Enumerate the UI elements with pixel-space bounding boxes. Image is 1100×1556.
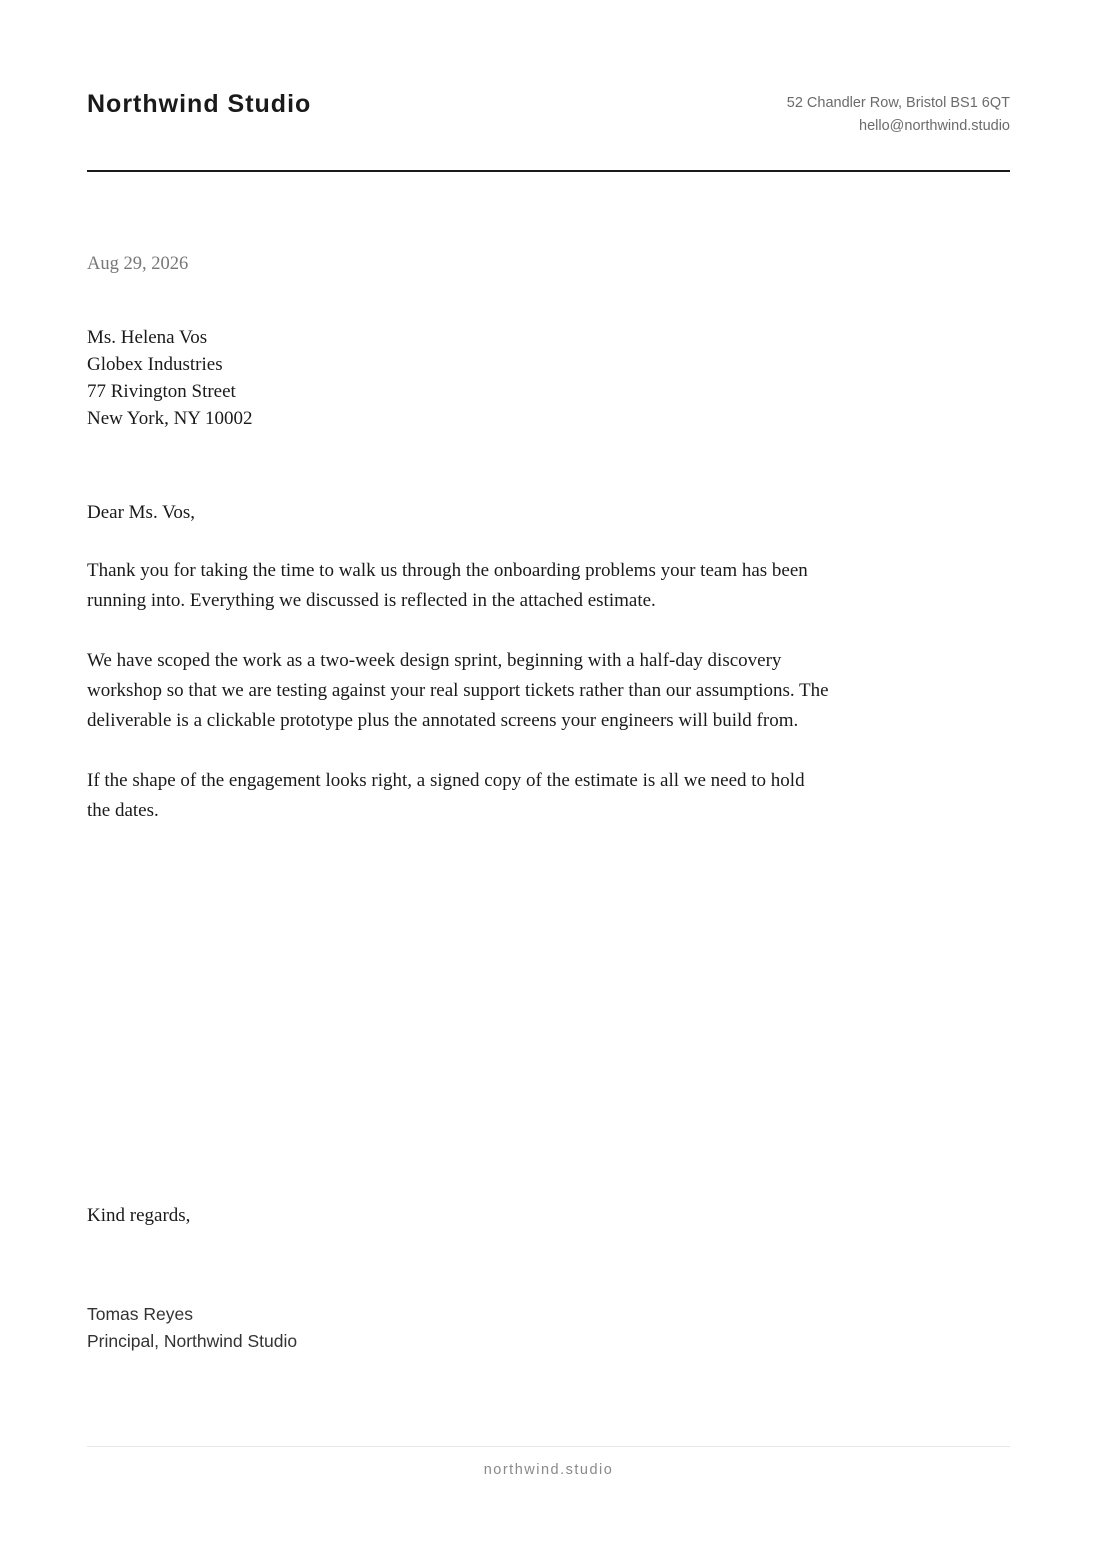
company-address: 52 Chandler Row, Bristol BS1 6QT xyxy=(786,95,1010,111)
company-contact xyxy=(787,92,1010,138)
signer-title: Principal, Northwind Studio xyxy=(87,1331,298,1351)
closing: Kind regards, xyxy=(87,1205,191,1226)
recipient-address-block xyxy=(87,324,253,432)
recipient-name: Ms. Helena Vos xyxy=(87,327,208,348)
letter-date: Aug 29, 2026 xyxy=(87,254,189,274)
footer-website: northwind.studio xyxy=(483,1462,614,1478)
footer xyxy=(87,1446,1010,1478)
company-name: Northwind Studio xyxy=(87,90,312,118)
recipient-company: Globex Industries xyxy=(87,354,223,375)
recipient-street: 77 Rivington Street xyxy=(87,381,236,402)
signature-block xyxy=(87,1301,297,1355)
signer-name: Tomas Reyes xyxy=(87,1304,194,1324)
letter-body xyxy=(87,556,832,856)
body-paragraph: If the shape of the engagement looks right, a signed copy of the estimate is all we need to hold the dates. xyxy=(87,770,805,821)
salutation: Dear Ms. Vos, xyxy=(87,502,196,523)
company-email: hello@northwind.studio xyxy=(859,118,1010,134)
body-paragraph: We have scoped the work as a two-week design sprint, beginning with a half-day discovery workshop so that we are testing against your real support tickets rather than our assumptions. The deliverable is a clickable prototype plus the annotated screens your engineers will build from. xyxy=(87,650,829,731)
letterhead xyxy=(87,86,1010,172)
recipient-city: New York, NY 10002 xyxy=(87,408,253,429)
body-paragraph: Thank you for taking the time to walk us through the onboarding problems your team has been running into. Everything we discussed is reflected in the attached estimate. xyxy=(87,560,808,611)
